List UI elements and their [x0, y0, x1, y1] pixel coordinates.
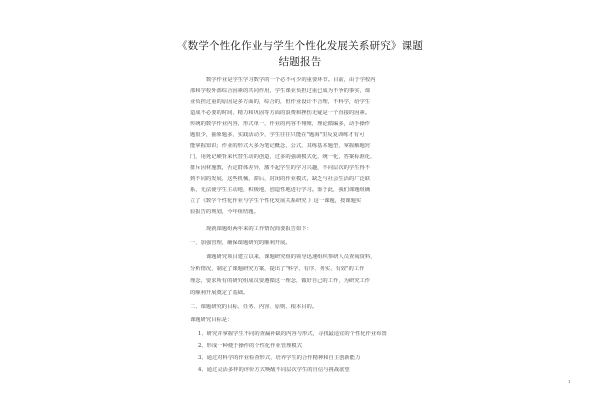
body-line: 到不同的发展，这些机械，滞后，封闭的作业模式，缺乏与社会生活的广泛联 [190, 176, 371, 182]
body-line: 能掌握知识；作业的形式大多为笔记概念，公式，其练基本题型，掌握解题窍 [190, 143, 371, 149]
body-line: 题很少，抽象题多，实践活动少，学生往往只能在"题海"里反复训练才有可 [190, 132, 365, 138]
body-line: 门，用死记硬背来代替生动的创造，过多的强调模式化，统一化，答案标准化， [190, 154, 376, 160]
body-line: 造成不必要的时间、精力和巩固等方面的浪费和挫伤无疑是一个直接的因素。 [190, 110, 371, 116]
body-line: 数学作业是学生学习数学的一个必不可少的重要环节。目前，由于学校内 [206, 77, 376, 83]
body-line: 现就课题组两年来的工作情况简要报告如下： [206, 226, 312, 232]
body-line: 系，无法使学生主动地，积极地，创造性地进行学习。鉴于此，我们课题组确 [190, 187, 371, 193]
section-heading: 二、课题研究的目标、任务、内容、原则、根本目的。 [190, 304, 318, 310]
body-line: 验报告的规划，今年组结题。 [190, 209, 259, 215]
title-line-1: 《数学个性化作业与学生个性化发展关系研究》课题 [176, 40, 424, 52]
body-line: 业负担过重的原因是多方面的，综合的，但作业设计不合理，不科学，给学生 [190, 99, 371, 105]
title-line-2: 结题报告 [278, 56, 322, 68]
body-line: 立了《数学个性化作业与学生个性化发展关系研究 》这一课题，按课题实 [190, 198, 362, 204]
list-item: 3、通过对科学的作业检查形式，培养学生的合作精神和自主创新能力 [198, 355, 361, 361]
body-line: 的顺利开展奠定了基础。 [190, 290, 249, 296]
section-heading: 一、加强管理，确保课题研究的顺利开展。 [190, 240, 291, 246]
list-item: 1、研究并掌握学生不同的查漏补缺的内容与形式，寻找最适宜的个性化作业布置 [198, 331, 387, 337]
body-line: 理念，要求所有的研究组成员要遵循这一理念，做好自己的工作，为研究工作 [190, 278, 371, 284]
body-line: 传统的数学作业内容，形式单一，作业的内容不翔殖，理论循编多，动手操作 [190, 121, 371, 127]
list-item: 4、通过灵活多样的评价方式唤醒不同层次学生的自信与挑战欲望 [198, 367, 350, 373]
body-line: 部和学校外部综合因素的共同作用，学生课业负担过重已成为不争的事实，课 [190, 88, 371, 94]
list-item: 2、形成一种便于操作的个性化作业管理模式 [198, 343, 303, 349]
body-line: 排斥因材施教，否定群体差异，激不起学生的学习兴趣，不同层次的学生得不 [190, 165, 371, 171]
body-line: 课题研究目标是： [190, 317, 233, 323]
body-line: 课题研究项目建立以来，课题研究组的领导迅速组织参研人员查阅资料， [206, 254, 376, 260]
body-line: 分析情况，制定了课题研究方案，提出了"科学、有序、务实、有效"的工作 [190, 266, 365, 272]
page-number: 1 [568, 379, 571, 384]
